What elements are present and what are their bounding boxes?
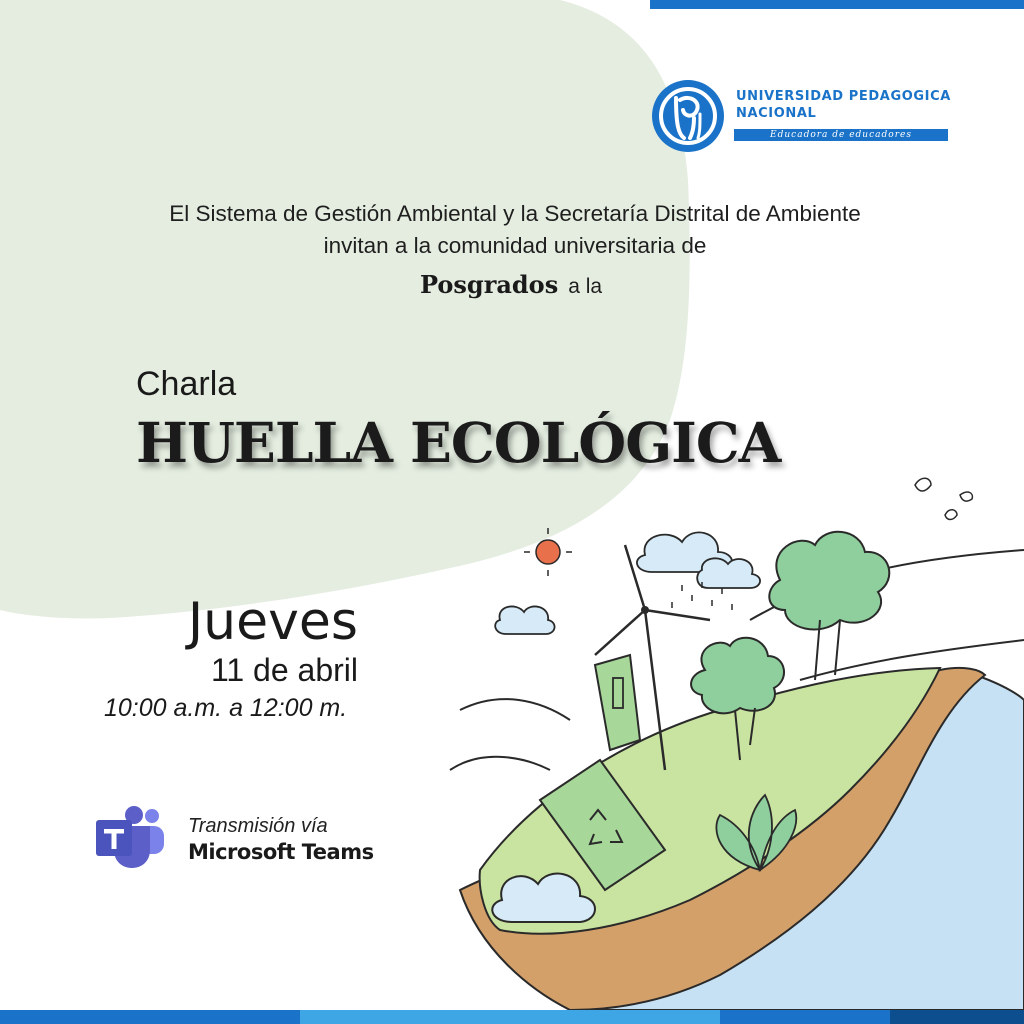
- audience-line: [420, 270, 680, 310]
- event-time: 10:00 a.m. a 12:00 m.: [104, 694, 348, 722]
- microsoft-teams-icon: [94, 806, 166, 868]
- invitation-line1: El Sistema de Gestión Ambiental y la Secretaría Distrital de Ambiente: [169, 201, 861, 226]
- university-name-line2: NACIONAL: [736, 106, 817, 121]
- tree-icon: [769, 532, 889, 630]
- hand-left: [450, 699, 570, 770]
- invitation-line2: invitan a la comunidad universitaria de: [323, 233, 707, 258]
- audience-connector: a la: [568, 275, 603, 298]
- top-accent-bar: [650, 0, 1024, 9]
- tree-icon: [691, 638, 784, 714]
- battery-icon: [595, 655, 640, 750]
- ecology-illustration: [420, 470, 1024, 1010]
- streaming-platform: Microsoft Teams: [188, 840, 374, 864]
- streaming-label: Transmisión vía: [188, 815, 328, 837]
- event-weekday: Jueves: [187, 592, 358, 652]
- streaming-info: [188, 814, 374, 866]
- audience-name: Posgrados: [420, 270, 559, 299]
- university-slogan: Educadora de educadores: [734, 129, 948, 141]
- upn-seal-icon: [650, 78, 726, 154]
- university-name: [736, 88, 951, 122]
- event-title: HUELLA ECOLÓGICA: [136, 410, 781, 475]
- event-type: Charla: [136, 365, 237, 403]
- cloud-icon: [495, 606, 554, 634]
- event-date: [90, 592, 358, 688]
- event-day: 11 de abril: [210, 652, 358, 688]
- sun-icon: [536, 540, 560, 564]
- cloud-icon: [697, 558, 760, 588]
- university-name-line1: UNIVERSIDAD PEDAGOGICA: [736, 89, 951, 104]
- university-logo: [650, 78, 960, 154]
- invitation-text: [100, 198, 930, 262]
- bottom-accent-bar: [0, 1010, 1024, 1024]
